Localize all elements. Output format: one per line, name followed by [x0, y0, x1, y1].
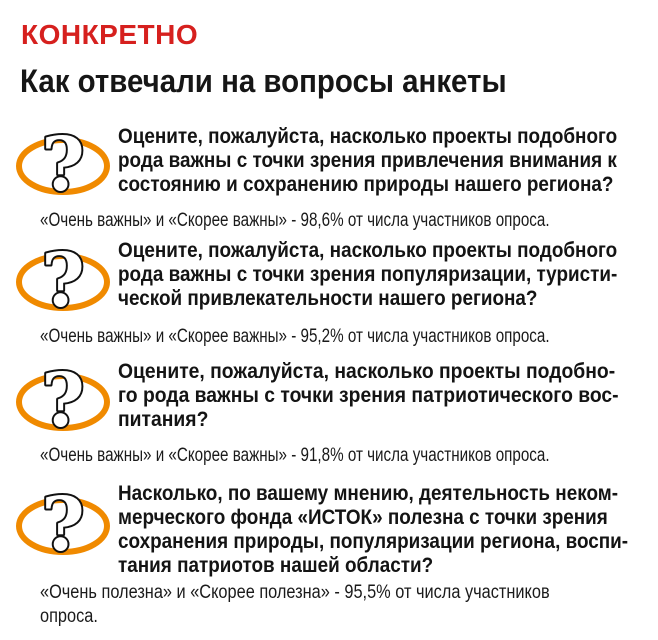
question-mark-icon [13, 122, 117, 202]
question-line: Оцените, пожалуйста, насколько проекты подобно- [118, 360, 616, 383]
question-line: Оцените, пожалуйста, насколько проекты подобного [118, 125, 618, 148]
answer-text: «Очень важны» и «Скорее важны» - 91,8% от числа участников опроса. [40, 445, 550, 466]
question-mark-icon [13, 238, 117, 318]
question-text [118, 360, 648, 432]
answer-text: «Очень важны» и «Скорее важны» - 95,2% от числа участников опроса. [40, 326, 550, 347]
answer-line: «Очень полезна» и «Скорее полезна» - 95,5% от числа участников [40, 582, 550, 603]
question-text [118, 239, 648, 311]
question-text [118, 125, 648, 197]
question-line: мерческого фонда «ИСТОК» полезна с точки зрения [118, 506, 608, 529]
question-line: тания патриотов нашей области? [118, 554, 434, 577]
answer-line: опроса. [40, 606, 98, 627]
question-line: рода важны с точки зрения привлечения внимания к [118, 149, 617, 172]
answer-text: «Очень важны» и «Скорее важны» - 98,6% от числа участников опроса. [40, 210, 550, 231]
question-line: состоянию и сохранению природы нашего региона? [118, 173, 614, 196]
page-title: Как отвечали на вопросы анкеты [20, 63, 507, 99]
question-line: рода важны с точки зрения популяризации, туристи- [118, 263, 618, 286]
question-line: питания? [118, 408, 209, 431]
question-mark-icon [13, 358, 117, 438]
question-line: го рода важны с точки зрения патриотического вос- [118, 384, 619, 407]
answer-text [40, 581, 633, 629]
rubric-label: КОНКРЕТНО [21, 19, 199, 50]
question-line: Насколько, по вашему мнению, деятельность неком- [118, 482, 619, 505]
question-line: ческой привлекательности нашего региона? [118, 287, 538, 310]
question-line: сохранения природы, популяризации региона, воспи- [118, 530, 629, 553]
question-mark-icon [13, 482, 117, 562]
question-text [118, 482, 648, 578]
question-line: Оцените, пожалуйста, насколько проекты подобного [118, 239, 618, 262]
